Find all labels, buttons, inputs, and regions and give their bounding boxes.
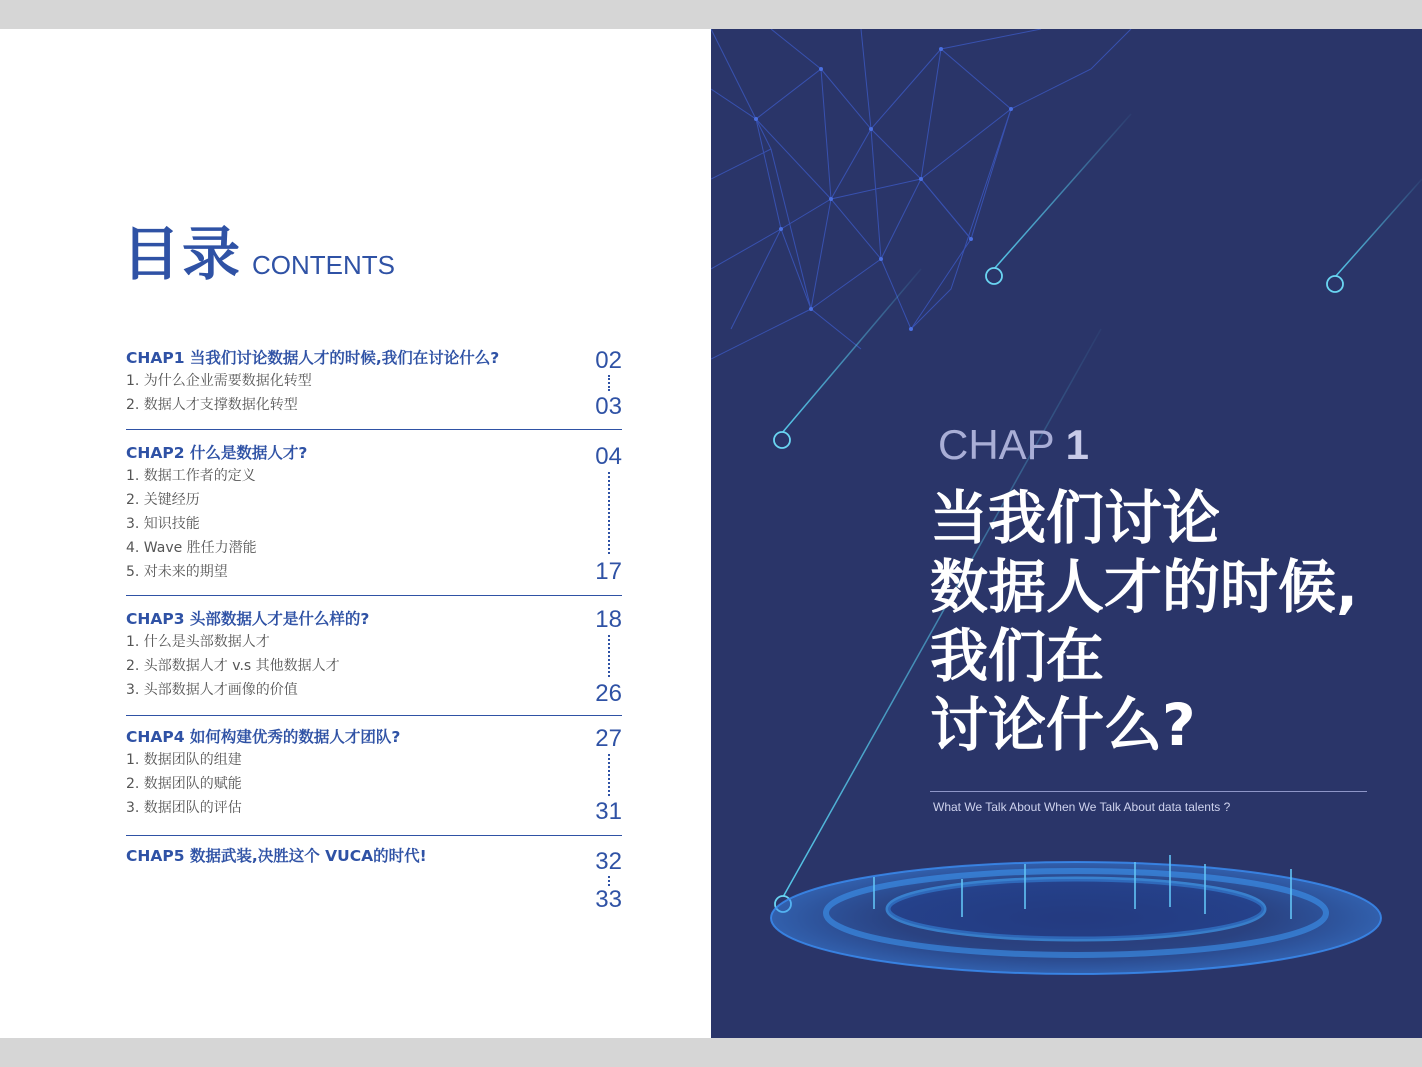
title-line: 数据人才的时候,: [930, 553, 1359, 621]
title-line: 当我们讨论: [930, 484, 1221, 552]
page-number-start: 04: [595, 443, 622, 470]
toc-chapter-1[interactable]: [126, 347, 622, 420]
toc-heading: [122, 207, 395, 291]
page-number-end: 26: [595, 680, 622, 707]
toc-chapter-3[interactable]: [126, 606, 622, 707]
page-number-start: 02: [595, 347, 622, 374]
glow-rings: [771, 862, 1381, 974]
chapter-label: [938, 421, 1089, 469]
divider: [126, 835, 622, 836]
page-number-start: 32: [595, 848, 622, 875]
list-item[interactable]: 2. 数据人才支撑数据化转型: [126, 397, 298, 413]
chapter-title[interactable]: CHAP2 什么是数据人才?: [126, 444, 308, 462]
toc-page: [0, 29, 711, 1038]
list-item[interactable]: 3. 头部数据人才画像的价值: [126, 682, 298, 698]
page-number-start: 18: [595, 606, 622, 633]
divider: [126, 715, 622, 716]
page-number-start: 27: [595, 725, 622, 752]
list-item[interactable]: 1. 为什么企业需要数据化转型: [126, 373, 312, 389]
page-number-end: 33: [595, 886, 622, 913]
chapter-cover-title: [930, 484, 1358, 760]
chapter-cover-page: [711, 29, 1422, 1038]
page-number-end: 17: [595, 558, 622, 585]
list-item[interactable]: 3. 数据团队的评估: [126, 800, 242, 816]
toc-chapter-4[interactable]: [126, 725, 622, 825]
toc-title-cn: 目录: [122, 220, 243, 288]
subtitle-divider: [930, 791, 1367, 792]
page-range-dots: [608, 876, 610, 886]
chapter-label-text: CHAP: [938, 421, 1054, 468]
title-line: 我们在: [930, 622, 1105, 690]
mesh-lines: [711, 29, 1131, 359]
list-item[interactable]: 2. 数据团队的赋能: [126, 776, 242, 792]
page-number-end: 03: [595, 393, 622, 420]
list-item[interactable]: 1. 什么是头部数据人才: [126, 634, 270, 650]
divider: [126, 595, 622, 596]
subtitle-english: What We Talk About When We Talk About data talents ?: [933, 800, 1231, 814]
document-spread: [0, 29, 1422, 1038]
list-item[interactable]: 2. 关键经历: [126, 492, 200, 508]
page-range-dots: [608, 635, 610, 677]
chapter-title[interactable]: CHAP1 当我们讨论数据人才的时候,我们在讨论什么?: [126, 349, 500, 367]
chapter-number: 1: [1065, 421, 1089, 468]
divider: [126, 429, 622, 430]
title-line: 讨论什么?: [930, 691, 1196, 759]
list-item[interactable]: 1. 数据团队的组建: [126, 752, 242, 768]
toc-title-en: CONTENTS: [252, 250, 396, 280]
page-range-dots: [608, 472, 610, 554]
list-item[interactable]: 5. 对未来的期望: [126, 564, 228, 580]
page-range-dots: [608, 375, 610, 391]
toc-chapter-5[interactable]: [126, 845, 622, 915]
list-item[interactable]: 3. 知识技能: [126, 516, 200, 532]
mesh-nodes: [754, 47, 1013, 331]
list-item[interactable]: 2. 头部数据人才 v.s 其他数据人才: [126, 658, 340, 674]
list-item[interactable]: 4. Wave 胜任力潜能: [126, 540, 257, 556]
chapter-title[interactable]: CHAP3 头部数据人才是什么样的?: [126, 610, 370, 628]
chapter-title[interactable]: CHAP5 数据武装,决胜这个 VUCA的时代!: [126, 847, 427, 865]
page-range-dots: [608, 754, 610, 796]
chapter-title[interactable]: CHAP4 如何构建优秀的数据人才团队?: [126, 728, 401, 746]
list-item[interactable]: 1. 数据工作者的定义: [126, 468, 256, 484]
page-number-end: 31: [595, 798, 622, 825]
toc-chapter-2[interactable]: [126, 442, 622, 585]
